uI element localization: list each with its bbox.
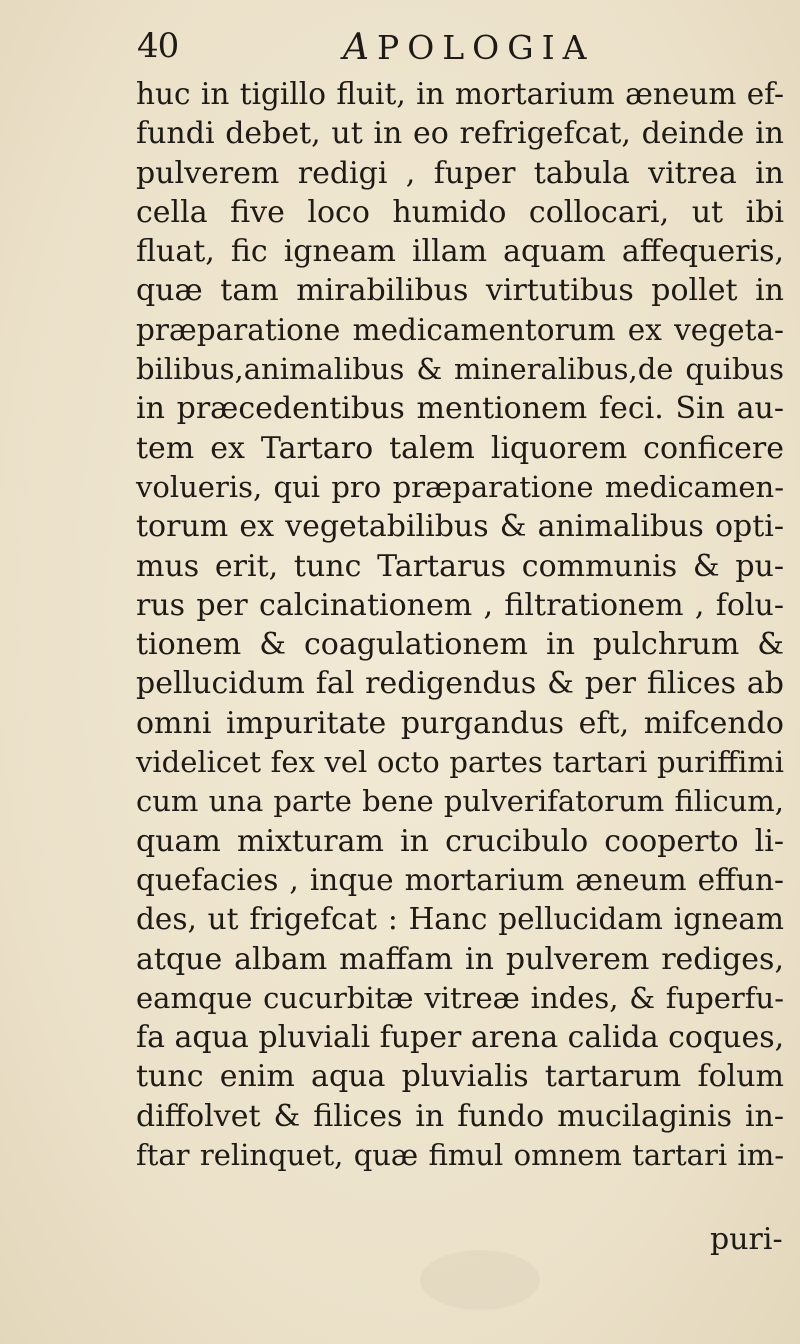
text-line: volueris, qui pro præparatione medicamen- — [136, 469, 784, 504]
text-line: eamque cucurbitæ vitreæ indes, & fuperfu- — [136, 980, 784, 1015]
text-line: cum una parte bene pulverifatorum filicum, — [136, 784, 784, 819]
text-line: videlicet fex vel octo partes tartari puriffimi — [136, 745, 784, 780]
text-line: in præcedentibus mentionem feci. Sin au- — [136, 391, 784, 427]
text-line: des, ut frigefcat : Hanc pellucidam igneam — [136, 902, 784, 937]
text-line: tunc enim aqua pluvialis tartarum folum — [136, 1059, 784, 1095]
page-header — [137, 20, 777, 68]
text-line: rus per calcinationem , filtrationem , folu- — [136, 587, 784, 623]
text-line: tionem & coagulationem in pulchrum & — [136, 627, 784, 663]
running-head — [343, 29, 594, 67]
running-head-initial: A — [343, 27, 377, 68]
text-line: mus erit, tunc Tartarus communis & pu- — [136, 548, 784, 584]
text-line: præparatione medicamentorum ex vegeta- — [136, 312, 784, 347]
text-line: pulverem redigi , fuper tabula vitrea in — [136, 155, 784, 191]
text-line: omni impuritate purgandus eft, mifcendo — [136, 705, 784, 741]
text-line: diffolvet & filices in fundo mucilaginis in- — [136, 1098, 784, 1134]
text-line: tem ex Tartaro talem liquorem conficere — [136, 430, 784, 466]
text-line: torum ex vegetabilibus & animalibus opti- — [136, 509, 784, 545]
text-line: ftar relinquet, quæ fimul omnem tartari im- — [136, 1138, 784, 1173]
running-head-rest: POLOGIA — [377, 28, 595, 67]
catchword: puri- — [710, 1222, 783, 1257]
text-line: pellucidum fal redigendus & per filices ab — [136, 666, 784, 702]
text-line: quæ tam mirabilibus virtutibus pollet in — [136, 273, 784, 309]
text-line: fa aqua pluviali fuper arena calida coques, — [136, 1020, 785, 1056]
text-line: atque albam maffam in pulverem rediges, — [136, 941, 784, 977]
text-line: quefacies , inque mortarium æneum effun- — [136, 862, 784, 897]
text-line: bilibus,animalibus & mineralibus,de quibus — [136, 352, 784, 387]
text-line: fluat, fic igneam illam aquam affequeris, — [136, 234, 784, 270]
paper-stain — [420, 1250, 540, 1310]
text-line: huc in tigillo fluit, in mortarium æneum ef- — [136, 77, 784, 111]
body-text — [136, 75, 784, 1175]
page-number: 40 — [137, 26, 179, 66]
text-line: quam mixturam in crucibulo cooperto li- — [136, 823, 784, 859]
text-line: fundi debet, ut in eo refrigefcat, deinde in — [136, 116, 784, 152]
text-line: cella five loco humido collocari, ut ibi — [136, 194, 784, 230]
